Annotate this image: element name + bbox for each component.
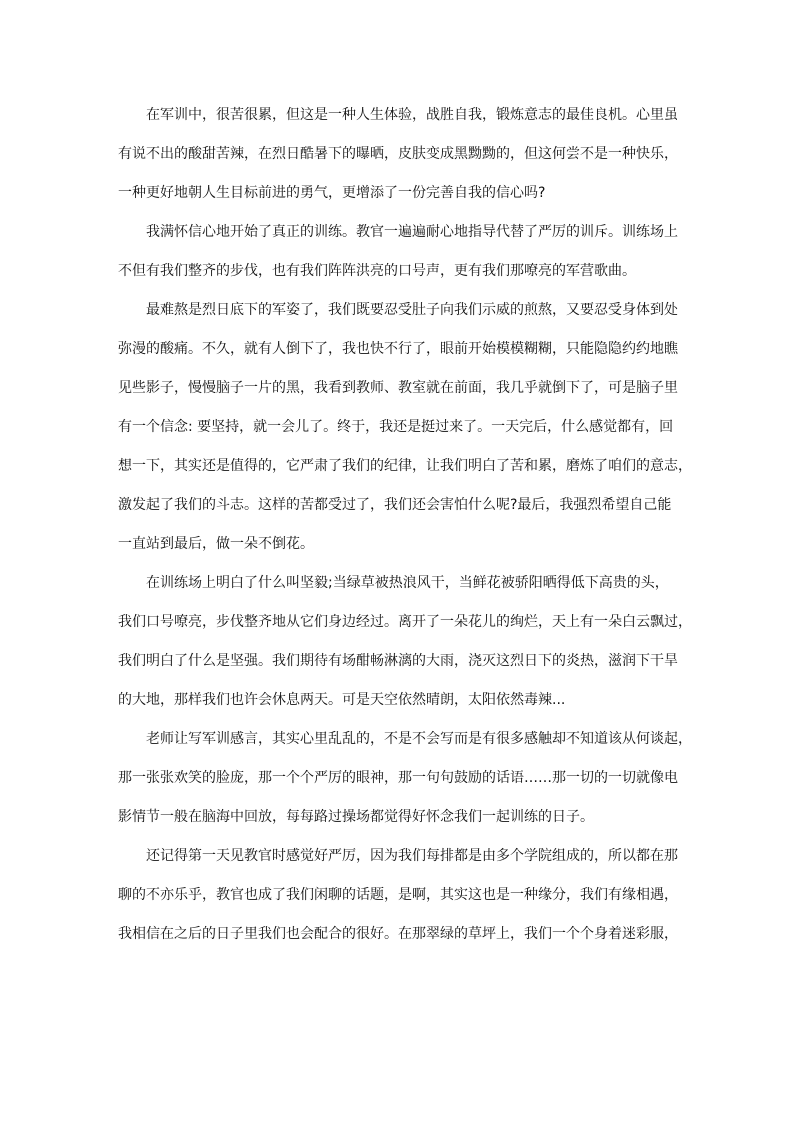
paragraph bbox=[118, 213, 684, 291]
text-line: 一种更好地朝人生目标前进的勇气，更增添了一份完善自我的信心吗? bbox=[118, 185, 546, 201]
text-line: 想一下，其实还是值得的，它严肃了我们的纪律，让我们明白了苦和累，磨炼了咱们的意志， bbox=[118, 458, 692, 474]
text-line: 弥漫的酸痛。不久，就有人倒下了，我也快不行了，眼前开始模模糊糊，只能隐隐约约地瞧 bbox=[118, 341, 678, 357]
text-line: 我满怀信心地开始了真正的训练。教官一遍遍耐心地指导代替了严厉的训斥。训练场上 bbox=[146, 224, 678, 240]
text-line: 有说不出的酸甜苦辣，在烈日酷暑下的曝晒，皮肤变成黑黝黝的，但这何尝不是一种快乐， bbox=[118, 146, 678, 162]
text-line: 有一个信念: 要坚持，就一会儿了。终于，我还是挺过来了。一天完后，什么感觉都有，回 bbox=[118, 419, 674, 435]
text-line: 不但有我们整齐的步伐，也有我们阵阵洪亮的口号声，更有我们那嘹亮的军营歌曲。 bbox=[118, 263, 636, 279]
text-line: 在训练场上明白了什么叫坚毅;当绿草被热浪风干，当鲜花被骄阳晒得低下高贵的头， bbox=[146, 575, 669, 591]
text-line: 那一张张欢笑的脸庞，那一个个严厉的眼神，那一句句鼓励的话语……那一切的一切就像电 bbox=[118, 770, 678, 786]
paragraph bbox=[118, 291, 692, 564]
paragraph bbox=[118, 564, 692, 720]
text-line: 我相信在之后的日子里我们也会配合的很好。在那翠绿的草坪上，我们一个个身着迷彩服， bbox=[118, 926, 678, 942]
paragraph bbox=[118, 720, 692, 837]
text-line: 聊的不亦乐乎，教官也成了我们闲聊的话题，是啊，其实这也是一种缘分，我们有缘相遇， bbox=[118, 887, 678, 903]
text-line: 的大地，那样我们也许会休息两天。可是天空依然晴朗，太阳依然毒辣... bbox=[118, 692, 566, 708]
text-line: 老师让写军训感言，其实心里乱乱的，不是不会写而是有很多感触却不知道该从何谈起， bbox=[146, 731, 692, 747]
text-line: 见些影子，慢慢脑子一片的黑，我看到教师、教室就在前面，我几乎就倒下了，可是脑子里 bbox=[118, 380, 678, 396]
text-line: 最难熬是烈日底下的军姿了，我们既要忍受肚子向我们示威的煎熬，又要忍受身体到处 bbox=[146, 302, 678, 318]
text-line: 一直站到最后，做一朵不倒花。 bbox=[118, 536, 314, 552]
text-line: 我们明白了什么是坚强。我们期待有场酣畅淋漓的大雨，浇灭这烈日下的炎热，滋润下干旱 bbox=[118, 653, 678, 669]
paragraph bbox=[118, 837, 684, 954]
text-line: 激发起了我们的斗志。这样的苦都受过了，我们还会害怕什么呢?最后，我强烈希望自己能 bbox=[118, 497, 672, 513]
document-body bbox=[118, 96, 692, 954]
text-line: 我们口号嘹亮，步伐整齐地从它们身边经过。离开了一朵花儿的绚烂，天上有一朵白云飘过， bbox=[118, 614, 692, 630]
text-line: 影情节一般在脑海中回放，每每路过操场都觉得好怀念我们一起训练的日子。 bbox=[118, 809, 594, 825]
paragraph bbox=[118, 96, 684, 213]
text-line: 在军训中，很苦很累，但这是一种人生体验，战胜自我，锻炼意志的最佳良机。心里虽 bbox=[146, 107, 678, 123]
text-line: 还记得第一天见教官时感觉好严厉，因为我们每排都是由多个学院组成的，所以都在那 bbox=[146, 848, 678, 864]
